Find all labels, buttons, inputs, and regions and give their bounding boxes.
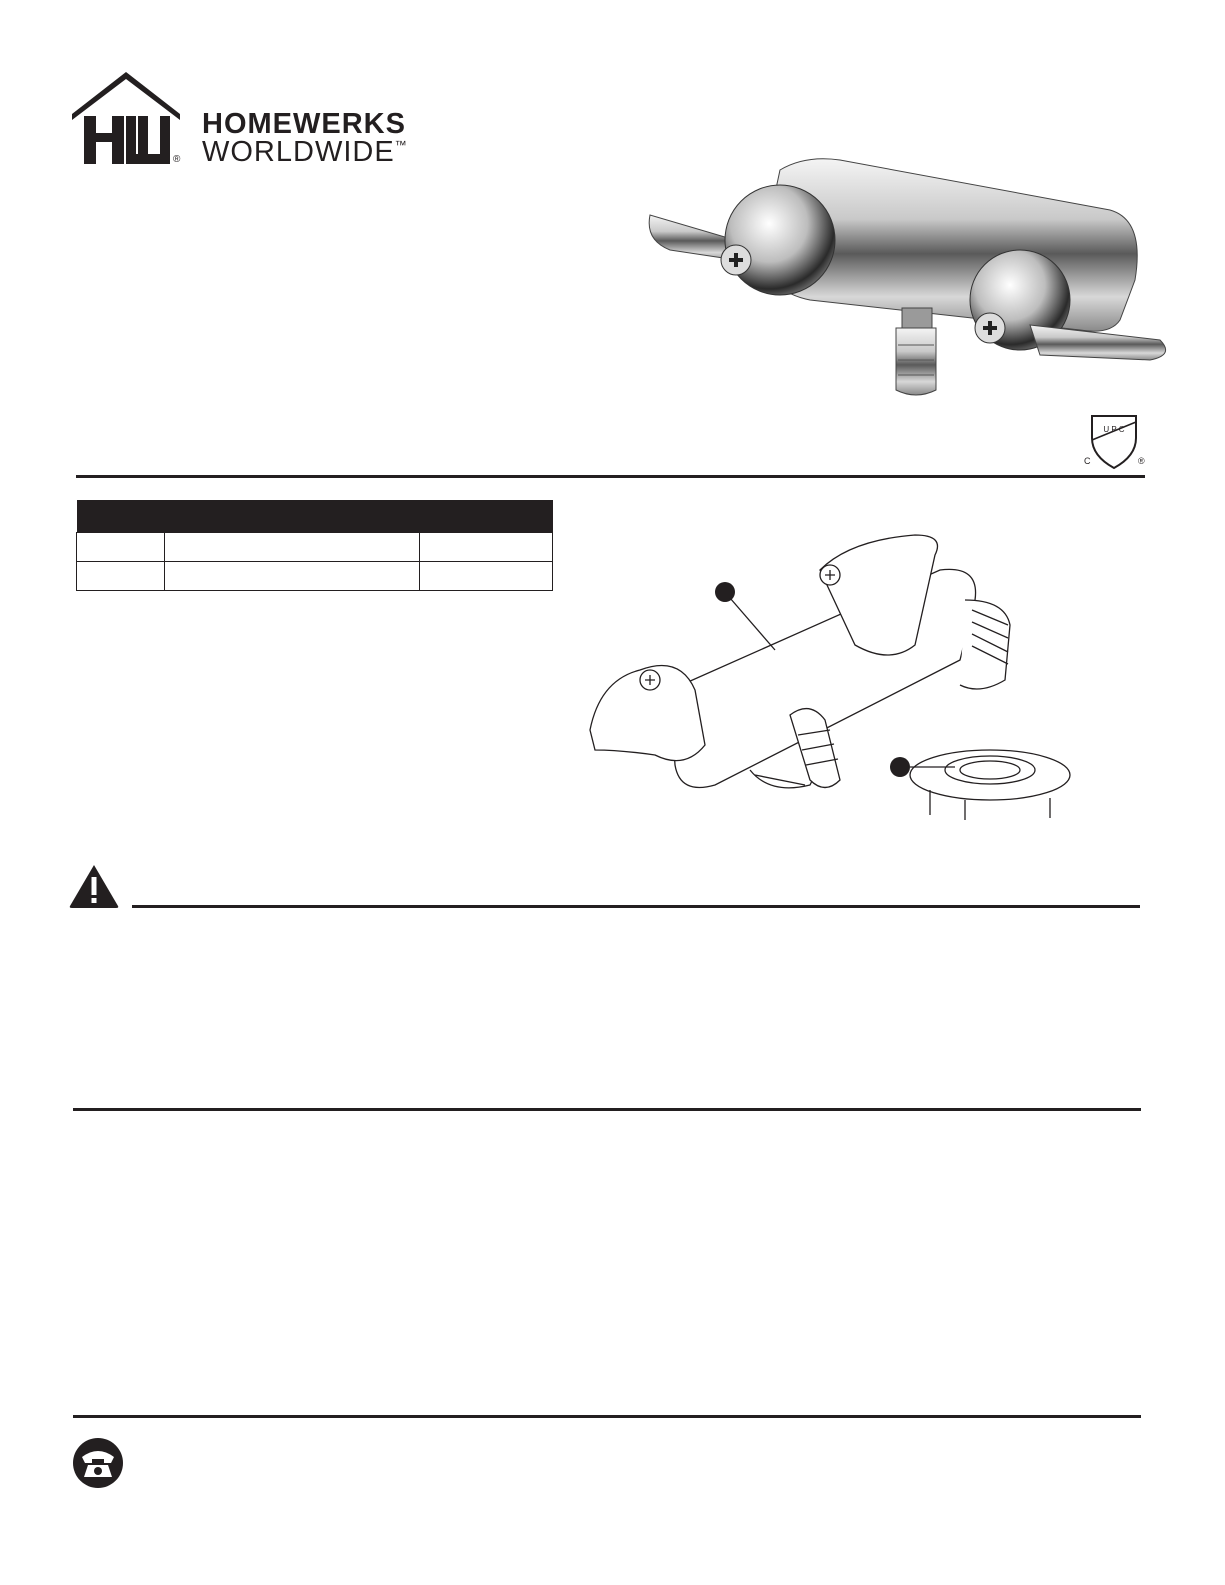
- table-header-row: [77, 500, 553, 533]
- brand-name-line1: HOMEWERKS: [202, 108, 406, 140]
- brand-logo: [70, 70, 450, 170]
- table-header-cell: [77, 500, 553, 533]
- table-cell: [420, 562, 553, 591]
- parts-diagram: [580, 530, 1080, 830]
- brand-name-line2: WORLDWIDE™: [202, 136, 408, 168]
- faucet-body-callout: [715, 582, 735, 602]
- upc-registered: ®: [1138, 456, 1145, 466]
- footer-divider: [73, 1415, 1141, 1418]
- warning-divider: [132, 905, 1140, 908]
- parts-table: [76, 500, 553, 591]
- table-cell: [420, 533, 553, 562]
- section-divider: [73, 1108, 1141, 1111]
- telephone-icon: [72, 1437, 124, 1489]
- table-cell: [165, 562, 420, 591]
- header-divider: [76, 475, 1145, 478]
- table-row: [77, 562, 553, 591]
- upc-shield-icon: [1080, 412, 1150, 472]
- table-cell: [77, 533, 165, 562]
- locknut-callout: [890, 757, 910, 777]
- table-row: [77, 533, 553, 562]
- house-hw-logo-icon: [70, 70, 190, 170]
- warning-triangle-icon: [68, 863, 120, 909]
- product-photo: [640, 150, 1185, 410]
- table-cell: [165, 533, 420, 562]
- upc-letters: U P C: [1103, 425, 1125, 434]
- registered-mark: ®: [173, 154, 181, 165]
- trademark-mark: ™: [394, 138, 408, 152]
- upc-c-letter: C: [1084, 456, 1091, 466]
- table-cell: [77, 562, 165, 591]
